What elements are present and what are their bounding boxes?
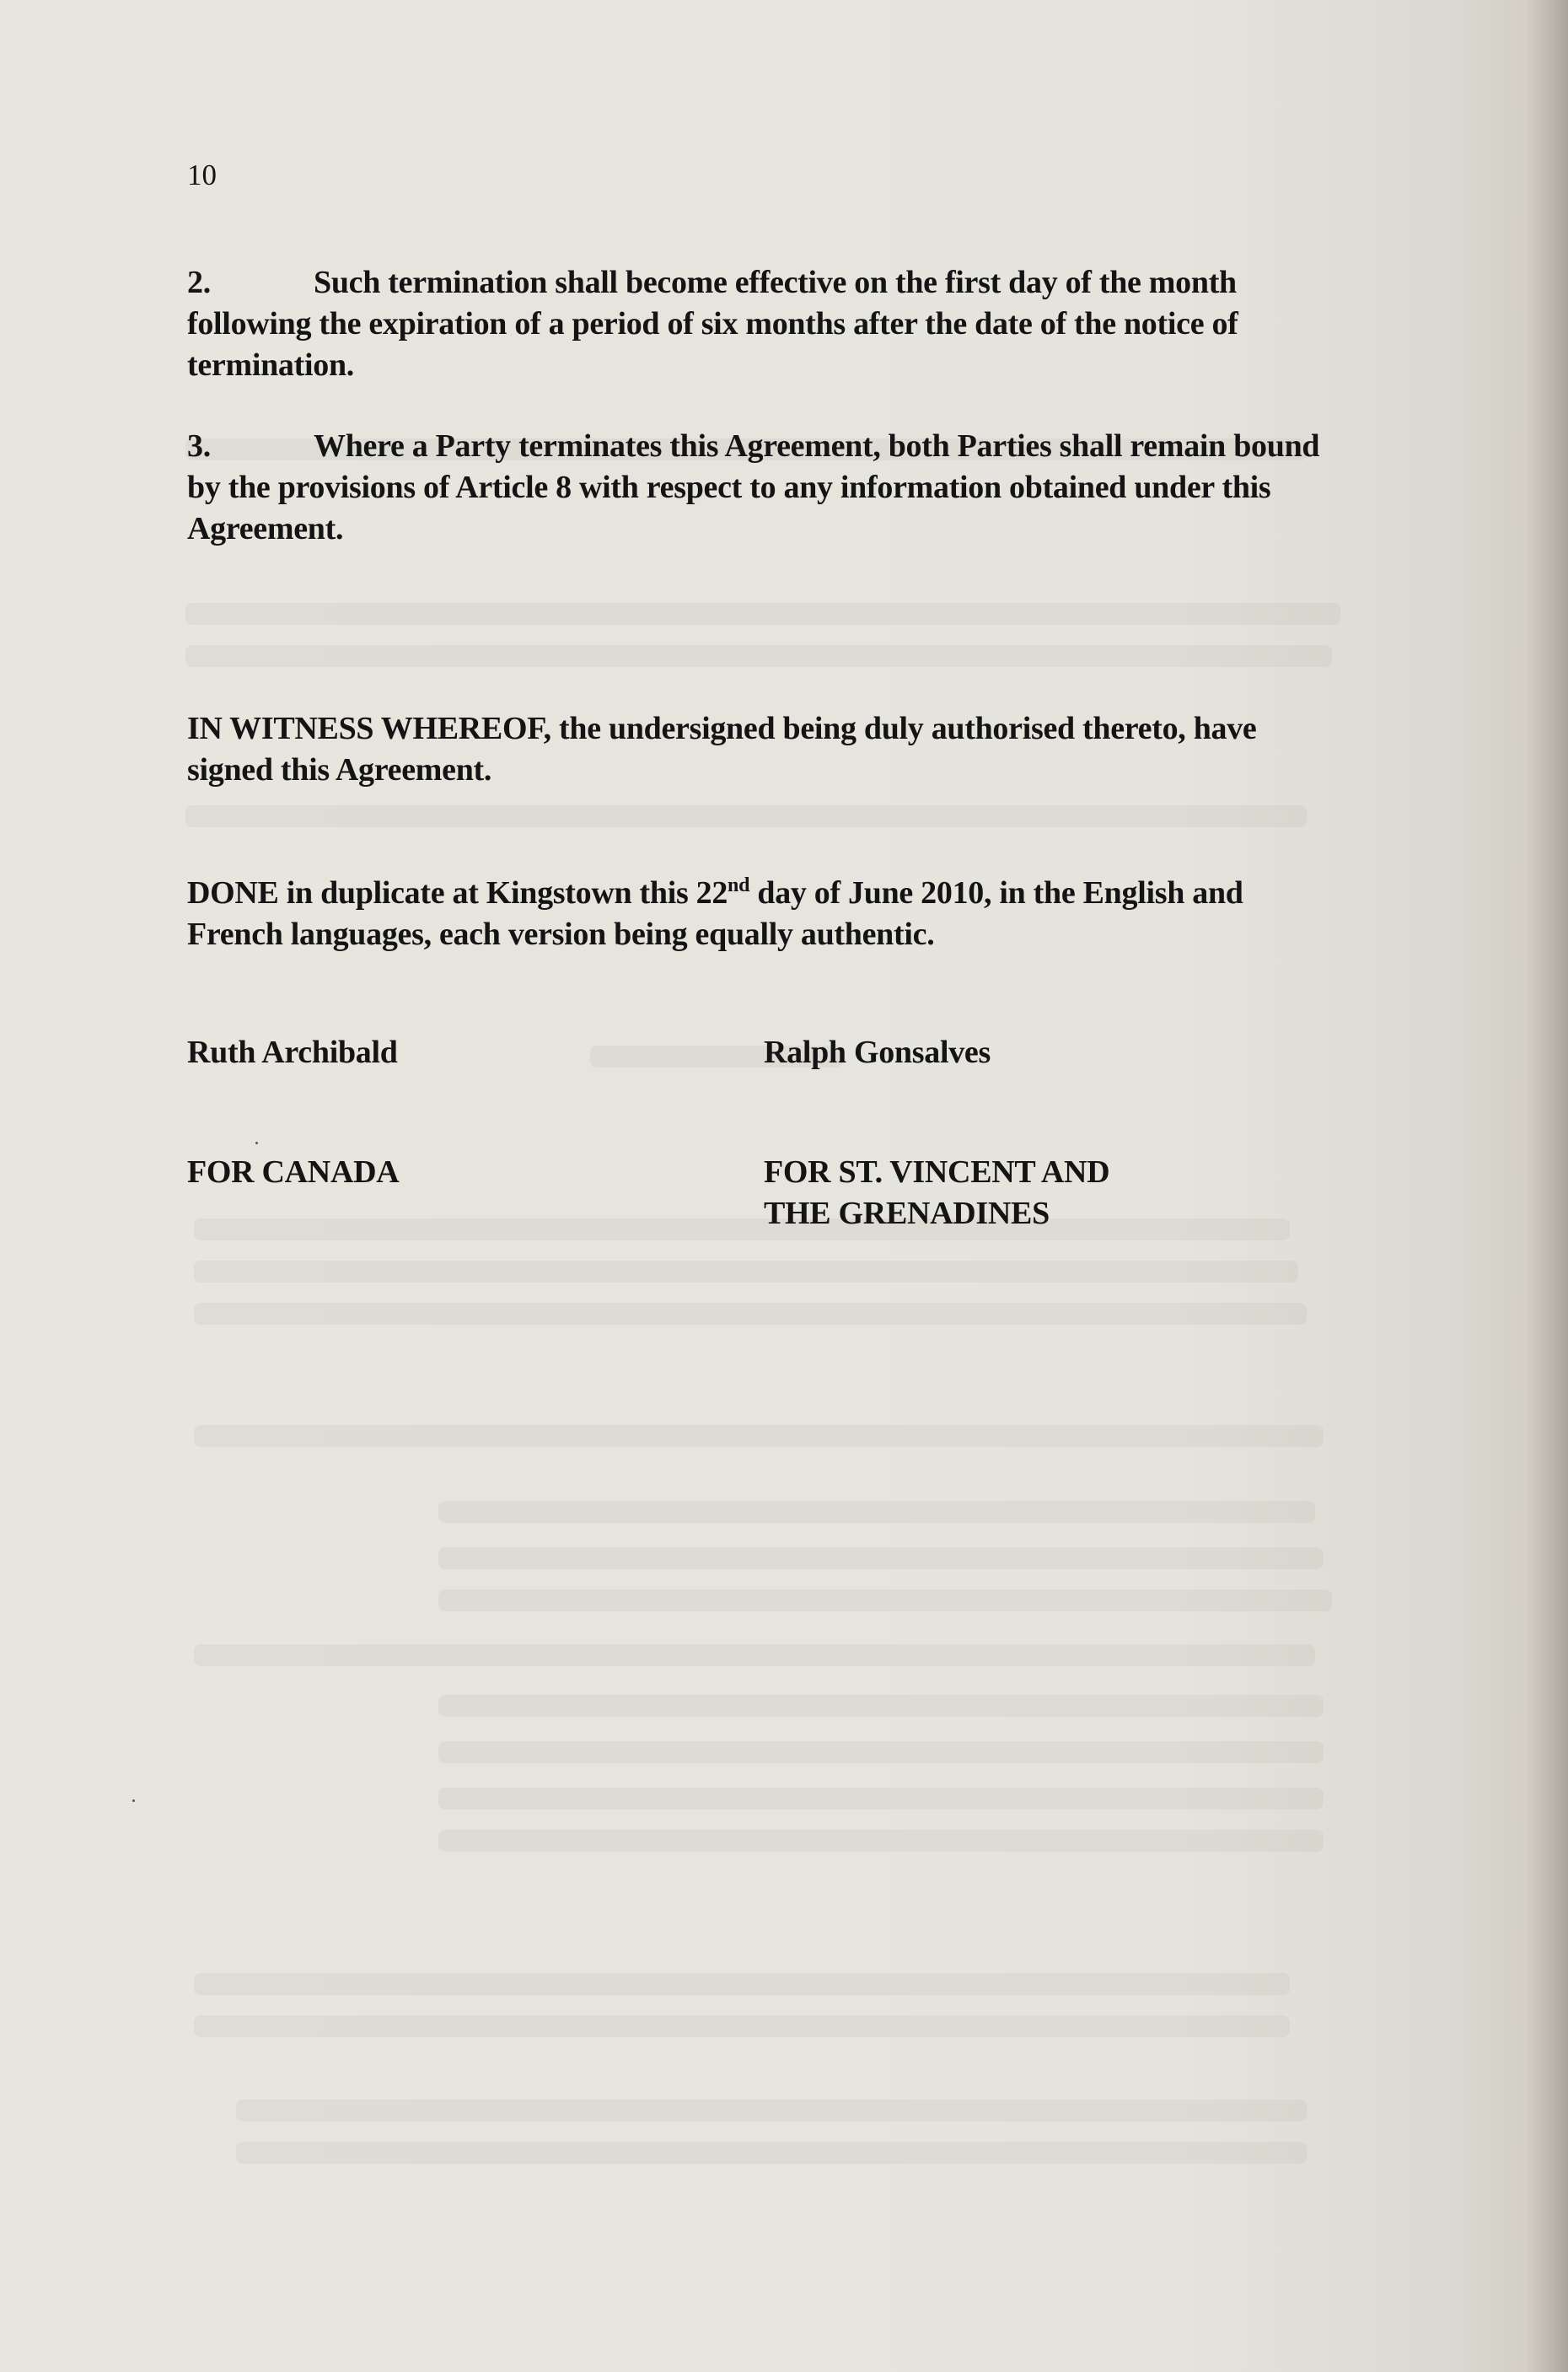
done-clause xyxy=(187,873,1342,955)
paragraph-2 xyxy=(187,262,1342,386)
paragraph-3-text: Where a Party terminates this Agreement, both Parties shall remain bound by the provisions of Article 8 with respect to any information obtained under this Agreement. xyxy=(187,428,1320,546)
paragraph-2-text: Such termination shall become effective on the first day of the month following the expiration of a period of six months after the date of the notice of termination. xyxy=(187,265,1238,383)
page-number: 10 xyxy=(187,159,217,191)
witness-clause xyxy=(187,708,1342,791)
done-text-before: in duplicate at Kingstown this 22 xyxy=(278,875,728,911)
done-lead: DONE xyxy=(187,875,279,911)
page-edge-shadow xyxy=(1526,0,1568,2372)
witness-lead: IN WITNESS WHEREOF xyxy=(187,711,544,746)
done-text-after: day of June 2010, in the English and French languages, each version being equally authentic. xyxy=(187,875,1243,952)
signatory-right-name: Ralph Gonsalves xyxy=(764,1035,991,1070)
signatory-right-country-line2: THE GRENADINES xyxy=(764,1196,1050,1231)
signatory-left-name: Ruth Archibald xyxy=(187,1035,398,1070)
signatory-right-country-line1: FOR ST. VINCENT AND xyxy=(764,1154,1110,1190)
witness-text: , the undersigned being duly authorised thereto, have signed this Agreement. xyxy=(187,711,1257,788)
signatory-left-country: FOR CANADA xyxy=(187,1154,400,1190)
done-ordinal-suffix: nd xyxy=(728,874,750,896)
paragraph-3 xyxy=(187,426,1342,550)
speck xyxy=(255,1142,258,1144)
speck xyxy=(132,1799,135,1802)
paragraph-2-number: 2. xyxy=(187,265,211,300)
paragraph-3-number: 3. xyxy=(187,428,211,464)
